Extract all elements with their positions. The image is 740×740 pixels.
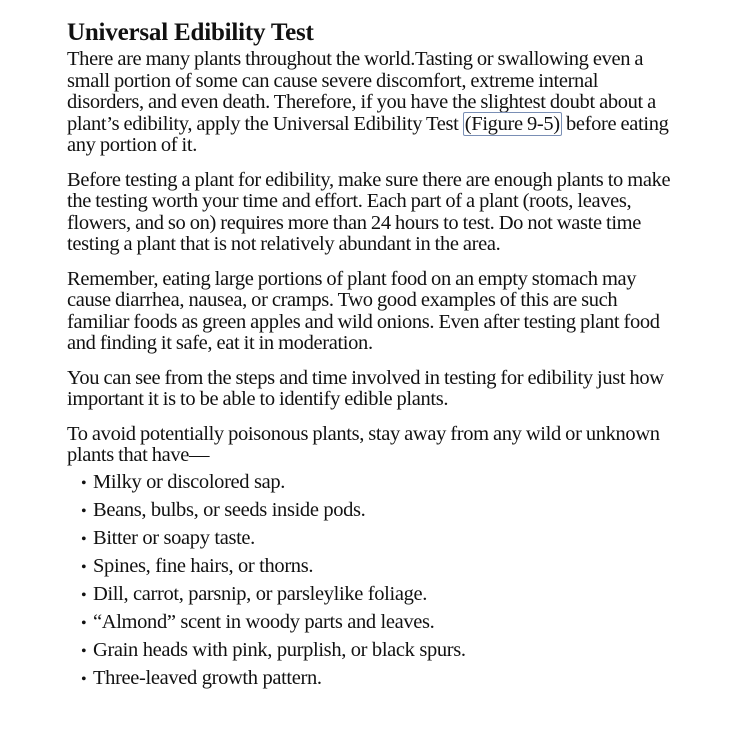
- list-item: [81, 525, 677, 553]
- list-item-text: Dill, carrot, parsnip, or parsleylike foliage.: [93, 582, 427, 605]
- bullet-icon: •: [81, 642, 87, 660]
- list-item: [81, 469, 677, 497]
- section-title: Universal Edibility Test: [67, 19, 314, 46]
- list-item: [81, 497, 677, 525]
- list-item-text: Milky or discolored sap.: [93, 470, 286, 493]
- bullet-icon: •: [81, 586, 87, 604]
- list-item: [81, 665, 677, 693]
- bullet-icon: •: [81, 670, 87, 688]
- bullet-icon: •: [81, 558, 87, 576]
- bullet-icon: •: [81, 474, 87, 492]
- list-item: [81, 609, 677, 637]
- document-page: [67, 18, 677, 693]
- bullet-icon: •: [81, 614, 87, 632]
- bullet-icon: •: [81, 530, 87, 548]
- list-item-text: Three-leaved growth pattern.: [93, 666, 322, 689]
- list-item-text: Spines, fine hairs, or thorns.: [93, 554, 314, 577]
- paragraph-empty-stomach: Remember, eating large portions of plant food on an empty stomach may cause diarrhea, nausea, or cramps. Two good examples of this are such familiar foods as green apples and wild onions. Even after testing plant food and finding it safe, eat it in moderation.: [67, 267, 660, 354]
- list-item-text: Grain heads with pink, purplish, or black spurs.: [93, 638, 466, 661]
- paragraph-identify-plants: You can see from the steps and time involved in testing for edibility just how important it is to be able to identify edible plants.: [67, 366, 664, 410]
- paragraph-avoid-poisonous: To avoid potentially poisonous plants, stay away from any wild or unknown plants that have—: [67, 422, 660, 466]
- list-item: [81, 637, 677, 665]
- hazard-list: [67, 469, 677, 693]
- paragraph-intro-text-end: before eating any portion of it.: [67, 112, 669, 156]
- list-item-text: “Almond” scent in woody parts and leaves.: [93, 610, 435, 633]
- list-item-text: Bitter or soapy taste.: [93, 526, 255, 549]
- bullet-icon: •: [81, 502, 87, 520]
- paragraph-intro-text: There are many plants throughout the world.Tasting or swallowing even a small portion of some can cause severe discomfort, extreme internal disorders, and even death. Therefore, if you have the slightest doubt about a plant’s edibility, apply the Universal Edibility Test: [67, 48, 656, 135]
- list-item: [81, 581, 677, 609]
- list-item-text: Beans, bulbs, or seeds inside pods.: [93, 498, 366, 521]
- paragraph-testing-abundance: Before testing a plant for edibility, make sure there are enough plants to make the testing worth your time and effort. Each part of a plant (roots, leaves, flowers, and so on) requires more than 24 hours to test. Do not waste time testing a plant that is not relatively abundant in the area.: [67, 168, 671, 255]
- figure-reference-link[interactable]: (Figure 9-5): [464, 112, 560, 135]
- paragraph-intro: [67, 49, 677, 157]
- list-item: [81, 553, 677, 581]
